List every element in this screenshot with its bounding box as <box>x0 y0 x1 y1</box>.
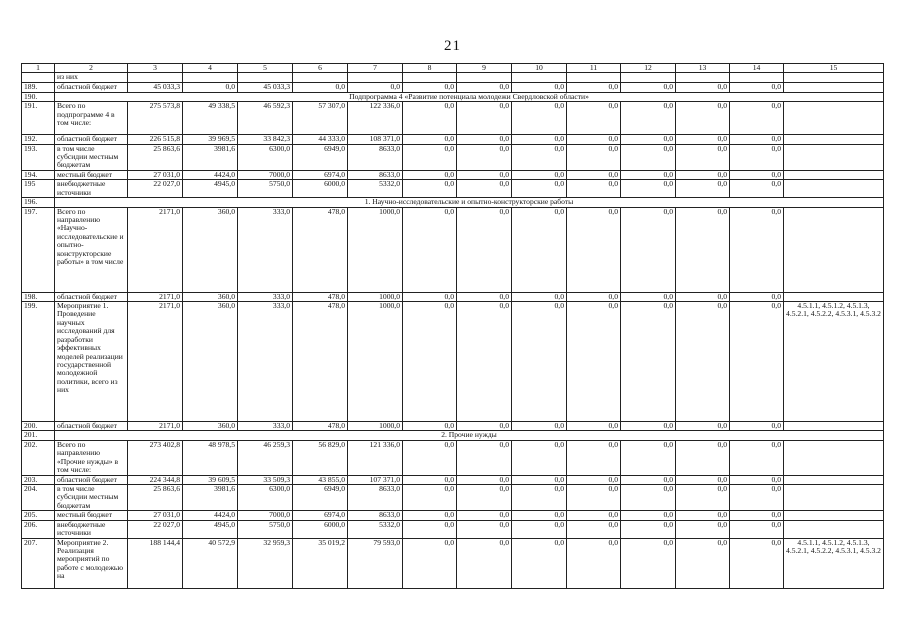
amount-cell: 0,0 <box>403 484 457 510</box>
amount-cell: 22 027,0 <box>128 520 183 538</box>
amount-cell: 0,0 <box>730 292 784 301</box>
row-label: областной бюджет <box>55 135 128 144</box>
amount-cell: 4945,0 <box>183 520 238 538</box>
amount-cell: 6949,0 <box>293 484 348 510</box>
row-label: Всего по направлению «Научно-исследовательские и опытно-конструкторские работы» в том числе <box>55 207 128 292</box>
amount-cell: 0,0 <box>512 520 567 538</box>
amount-cell: 0,0 <box>567 511 621 520</box>
amount-cell: 6000,0 <box>293 520 348 538</box>
amount-cell: 8633,0 <box>348 484 403 510</box>
amount-cell: 0,0 <box>621 292 676 301</box>
amount-cell: 1000,0 <box>348 302 403 422</box>
amount-cell: 0,0 <box>730 511 784 520</box>
amount-cell: 360,0 <box>183 422 238 431</box>
section-row <box>22 92 884 101</box>
amount-cell: 478,0 <box>293 207 348 292</box>
page-number: 21 <box>444 38 461 54</box>
table-row <box>22 73 884 82</box>
amount-cell: 0,0 <box>730 144 784 170</box>
amount-cell: 188 144,4 <box>128 538 183 588</box>
amount-cell: 360,0 <box>183 292 238 301</box>
row-number: 194. <box>22 170 55 179</box>
amount-cell: 108 371,0 <box>348 135 403 144</box>
amount-cell: 224 344,8 <box>128 475 183 484</box>
header-row <box>22 64 884 73</box>
column-header: 4 <box>183 64 238 73</box>
section-row <box>22 431 884 440</box>
row-label: областной бюджет <box>55 422 128 431</box>
amount-cell: 0,0 <box>621 82 676 92</box>
amount-cell: 0,0 <box>403 422 457 431</box>
amount-cell: 0,0 <box>403 144 457 170</box>
amount-cell: 0,0 <box>676 520 730 538</box>
amount-cell: 0,0 <box>676 538 730 588</box>
budget-table <box>21 63 884 589</box>
amount-cell: 0,0 <box>457 484 512 510</box>
column-header: 14 <box>730 64 784 73</box>
amount-cell: 0,0 <box>403 302 457 422</box>
row-label: областной бюджет <box>55 292 128 301</box>
row-number: 195 <box>22 180 55 198</box>
amount-cell: 333,0 <box>238 207 293 292</box>
amount-cell: 2171,0 <box>128 292 183 301</box>
amount-cell: 48 978,5 <box>183 440 238 475</box>
amount-cell: 0,0 <box>512 102 567 135</box>
amount-cell: 0,0 <box>567 538 621 588</box>
amount-cell: 0,0 <box>676 292 730 301</box>
table-row <box>22 292 884 301</box>
amount-cell: 0,0 <box>512 135 567 144</box>
table-row <box>22 484 884 510</box>
amount-cell: 0,0 <box>457 144 512 170</box>
section-row <box>22 198 884 207</box>
table-row <box>22 475 884 484</box>
column-header: 8 <box>403 64 457 73</box>
amount-cell: 0,0 <box>567 422 621 431</box>
amount-cell: 0,0 <box>512 180 567 198</box>
target-indicator-refs <box>784 440 884 475</box>
amount-cell: 0,0 <box>403 207 457 292</box>
row-number: 190. <box>22 92 55 101</box>
amount-cell: 0,0 <box>676 440 730 475</box>
amount-cell: 0,0 <box>621 422 676 431</box>
amount-cell: 3981,6 <box>183 144 238 170</box>
amount-cell <box>512 73 567 82</box>
target-indicator-refs <box>784 292 884 301</box>
amount-cell: 0,0 <box>403 82 457 92</box>
target-indicator-refs <box>784 511 884 520</box>
amount-cell: 0,0 <box>348 82 403 92</box>
amount-cell: 0,0 <box>403 475 457 484</box>
target-indicator-refs: 4.5.1.1, 4.5.1.2, 4.5.1.3, 4.5.2.1, 4.5.2.2, 4.5.3.1, 4.5.3.2 <box>784 302 884 422</box>
amount-cell: 6974,0 <box>293 170 348 179</box>
target-indicator-refs <box>784 73 884 82</box>
amount-cell: 0,0 <box>512 538 567 588</box>
amount-cell: 0,0 <box>730 102 784 135</box>
amount-cell <box>457 73 512 82</box>
amount-cell: 0,0 <box>567 144 621 170</box>
table-row <box>22 511 884 520</box>
amount-cell: 27 031,0 <box>128 511 183 520</box>
amount-cell: 1000,0 <box>348 292 403 301</box>
row-number: 207. <box>22 538 55 588</box>
amount-cell: 46 592,3 <box>238 102 293 135</box>
target-indicator-refs <box>784 135 884 144</box>
amount-cell: 5750,0 <box>238 520 293 538</box>
row-label: Всего по направлению «Прочие нужды» в том числе: <box>55 440 128 475</box>
amount-cell: 478,0 <box>293 302 348 422</box>
amount-cell: 33 509,3 <box>238 475 293 484</box>
amount-cell: 0,0 <box>403 135 457 144</box>
row-label: в том числе субсидии местным бюджетам <box>55 484 128 510</box>
amount-cell: 478,0 <box>293 292 348 301</box>
amount-cell: 0,0 <box>676 102 730 135</box>
amount-cell: 56 829,0 <box>293 440 348 475</box>
amount-cell <box>293 73 348 82</box>
amount-cell: 273 402,8 <box>128 440 183 475</box>
amount-cell: 0,0 <box>457 511 512 520</box>
amount-cell: 57 307,0 <box>293 102 348 135</box>
amount-cell: 0,0 <box>457 102 512 135</box>
amount-cell: 0,0 <box>676 82 730 92</box>
table-row <box>22 144 884 170</box>
row-label: областной бюджет <box>55 475 128 484</box>
amount-cell: 0,0 <box>567 102 621 135</box>
amount-cell: 0,0 <box>621 170 676 179</box>
amount-cell: 0,0 <box>403 440 457 475</box>
amount-cell: 0,0 <box>512 144 567 170</box>
amount-cell: 0,0 <box>676 207 730 292</box>
row-number: 201. <box>22 431 55 440</box>
amount-cell: 6300,0 <box>238 484 293 510</box>
amount-cell: 0,0 <box>457 422 512 431</box>
amount-cell: 8633,0 <box>348 170 403 179</box>
row-number: 199. <box>22 302 55 422</box>
amount-cell: 333,0 <box>238 422 293 431</box>
amount-cell: 0,0 <box>676 484 730 510</box>
row-number: 200. <box>22 422 55 431</box>
amount-cell <box>676 73 730 82</box>
amount-cell: 0,0 <box>457 292 512 301</box>
amount-cell: 0,0 <box>676 170 730 179</box>
amount-cell: 0,0 <box>457 520 512 538</box>
amount-cell: 0,0 <box>676 180 730 198</box>
target-indicator-refs <box>784 484 884 510</box>
amount-cell: 25 863,6 <box>128 484 183 510</box>
amount-cell: 45 033,3 <box>238 82 293 92</box>
amount-cell: 0,0 <box>676 422 730 431</box>
amount-cell: 0,0 <box>621 135 676 144</box>
table-row <box>22 422 884 431</box>
amount-cell: 6949,0 <box>293 144 348 170</box>
column-header: 2 <box>55 64 128 73</box>
amount-cell: 0,0 <box>457 207 512 292</box>
amount-cell: 6300,0 <box>238 144 293 170</box>
row-number: 189. <box>22 82 55 92</box>
column-header: 1 <box>22 64 55 73</box>
table-row <box>22 207 884 292</box>
row-number: 203. <box>22 475 55 484</box>
amount-cell: 360,0 <box>183 302 238 422</box>
target-indicator-refs <box>784 520 884 538</box>
amount-cell: 39 969,5 <box>183 135 238 144</box>
target-indicator-refs <box>784 144 884 170</box>
table-row <box>22 180 884 198</box>
amount-cell: 0,0 <box>730 440 784 475</box>
amount-cell: 0,0 <box>403 520 457 538</box>
amount-cell: 0,0 <box>621 511 676 520</box>
amount-cell: 0,0 <box>730 82 784 92</box>
target-indicator-refs <box>784 82 884 92</box>
amount-cell: 0,0 <box>676 135 730 144</box>
section-title: 1. Научно-исследовательские и опытно-конструкторские работы <box>55 198 884 207</box>
amount-cell <box>128 73 183 82</box>
table-row <box>22 302 884 422</box>
amount-cell <box>238 73 293 82</box>
amount-cell: 0,0 <box>512 302 567 422</box>
amount-cell: 0,0 <box>567 170 621 179</box>
amount-cell: 8633,0 <box>348 511 403 520</box>
amount-cell: 0,0 <box>512 292 567 301</box>
amount-cell: 0,0 <box>403 170 457 179</box>
amount-cell: 0,0 <box>457 82 512 92</box>
amount-cell: 0,0 <box>676 511 730 520</box>
table-row <box>22 135 884 144</box>
amount-cell: 0,0 <box>730 207 784 292</box>
amount-cell: 0,0 <box>567 207 621 292</box>
column-header: 10 <box>512 64 567 73</box>
amount-cell: 32 959,3 <box>238 538 293 588</box>
amount-cell: 0,0 <box>512 207 567 292</box>
column-header: 15 <box>784 64 884 73</box>
amount-cell: 1000,0 <box>348 207 403 292</box>
amount-cell: 40 572,9 <box>183 538 238 588</box>
target-indicator-refs: 4.5.1.1, 4.5.1.2, 4.5.1.3, 4.5.2.1, 4.5.2.2, 4.5.3.1, 4.5.3.2 <box>784 538 884 588</box>
amount-cell: 0,0 <box>730 170 784 179</box>
amount-cell: 333,0 <box>238 292 293 301</box>
amount-cell: 5332,0 <box>348 180 403 198</box>
amount-cell: 0,0 <box>730 302 784 422</box>
table-row <box>22 520 884 538</box>
amount-cell: 333,0 <box>238 302 293 422</box>
amount-cell: 0,0 <box>621 144 676 170</box>
row-number: 192. <box>22 135 55 144</box>
amount-cell: 0,0 <box>567 180 621 198</box>
section-title: Подпрограмма 4 «Развитие потенциала молодежи Свердловской области» <box>55 92 884 101</box>
row-label: Мероприятие 2. Реализация мероприятий по работе с молодежью на <box>55 538 128 588</box>
amount-cell: 0,0 <box>457 180 512 198</box>
amount-cell: 0,0 <box>567 135 621 144</box>
table-row <box>22 538 884 588</box>
target-indicator-refs <box>784 102 884 135</box>
amount-cell: 0,0 <box>730 135 784 144</box>
amount-cell: 44 333,0 <box>293 135 348 144</box>
amount-cell <box>183 73 238 82</box>
amount-cell: 0,0 <box>512 484 567 510</box>
amount-cell: 0,0 <box>676 302 730 422</box>
row-label: из них <box>55 73 128 82</box>
amount-cell <box>403 73 457 82</box>
column-header: 5 <box>238 64 293 73</box>
amount-cell: 0,0 <box>676 144 730 170</box>
row-number: 206. <box>22 520 55 538</box>
amount-cell: 5332,0 <box>348 520 403 538</box>
amount-cell: 0,0 <box>621 538 676 588</box>
amount-cell: 0,0 <box>730 422 784 431</box>
row-number: 191. <box>22 102 55 135</box>
row-label: областной бюджет <box>55 82 128 92</box>
amount-cell: 0,0 <box>621 484 676 510</box>
row-label: внебюджетные источники <box>55 180 128 198</box>
row-number: 204. <box>22 484 55 510</box>
target-indicator-refs <box>784 207 884 292</box>
amount-cell: 6000,0 <box>293 180 348 198</box>
amount-cell: 4945,0 <box>183 180 238 198</box>
amount-cell: 39 609,5 <box>183 475 238 484</box>
amount-cell <box>730 73 784 82</box>
amount-cell: 0,0 <box>512 82 567 92</box>
amount-cell: 0,0 <box>512 511 567 520</box>
amount-cell: 0,0 <box>403 538 457 588</box>
amount-cell: 45 033,3 <box>128 82 183 92</box>
amount-cell: 33 842,3 <box>238 135 293 144</box>
row-number: 196. <box>22 198 55 207</box>
row-label: местный бюджет <box>55 170 128 179</box>
target-indicator-refs <box>784 475 884 484</box>
column-header: 13 <box>676 64 730 73</box>
table-row <box>22 102 884 135</box>
amount-cell: 0,0 <box>457 440 512 475</box>
row-number: 197. <box>22 207 55 292</box>
amount-cell: 226 515,8 <box>128 135 183 144</box>
amount-cell: 0,0 <box>457 135 512 144</box>
column-header: 3 <box>128 64 183 73</box>
amount-cell: 0,0 <box>676 475 730 484</box>
target-indicator-refs <box>784 180 884 198</box>
column-header: 11 <box>567 64 621 73</box>
amount-cell: 0,0 <box>567 484 621 510</box>
target-indicator-refs <box>784 170 884 179</box>
section-title: 2. Прочие нужды <box>55 431 884 440</box>
amount-cell: 0,0 <box>730 538 784 588</box>
amount-cell: 360,0 <box>183 207 238 292</box>
target-indicator-refs <box>784 422 884 431</box>
amount-cell: 275 573,8 <box>128 102 183 135</box>
amount-cell: 0,0 <box>403 102 457 135</box>
amount-cell: 0,0 <box>567 302 621 422</box>
amount-cell: 6974,0 <box>293 511 348 520</box>
amount-cell: 0,0 <box>403 180 457 198</box>
table-row <box>22 170 884 179</box>
row-number <box>22 73 55 82</box>
row-label: в том числе субсидии местным бюджетам <box>55 144 128 170</box>
row-label: Всего по подпрограмме 4 в том числе: <box>55 102 128 135</box>
amount-cell: 0,0 <box>457 538 512 588</box>
amount-cell: 2171,0 <box>128 302 183 422</box>
amount-cell: 0,0 <box>730 180 784 198</box>
amount-cell: 25 863,6 <box>128 144 183 170</box>
amount-cell: 0,0 <box>567 475 621 484</box>
amount-cell: 1000,0 <box>348 422 403 431</box>
amount-cell: 122 336,0 <box>348 102 403 135</box>
row-number: 193. <box>22 144 55 170</box>
amount-cell: 107 371,0 <box>348 475 403 484</box>
amount-cell: 0,0 <box>621 475 676 484</box>
amount-cell: 22 027,0 <box>128 180 183 198</box>
amount-cell: 43 855,0 <box>293 475 348 484</box>
amount-cell: 0,0 <box>512 440 567 475</box>
amount-cell: 0,0 <box>621 102 676 135</box>
amount-cell: 0,0 <box>293 82 348 92</box>
amount-cell: 0,0 <box>403 511 457 520</box>
table-row <box>22 82 884 92</box>
amount-cell: 27 031,0 <box>128 170 183 179</box>
amount-cell: 0,0 <box>512 475 567 484</box>
row-number: 205. <box>22 511 55 520</box>
amount-cell: 0,0 <box>621 180 676 198</box>
amount-cell: 35 019,2 <box>293 538 348 588</box>
amount-cell: 0,0 <box>567 440 621 475</box>
amount-cell: 79 593,0 <box>348 538 403 588</box>
amount-cell: 478,0 <box>293 422 348 431</box>
column-header: 6 <box>293 64 348 73</box>
amount-cell: 2171,0 <box>128 422 183 431</box>
amount-cell: 0,0 <box>512 170 567 179</box>
amount-cell: 0,0 <box>621 302 676 422</box>
amount-cell: 49 338,5 <box>183 102 238 135</box>
amount-cell: 0,0 <box>567 292 621 301</box>
amount-cell: 4424,0 <box>183 511 238 520</box>
amount-cell: 0,0 <box>457 302 512 422</box>
amount-cell: 0,0 <box>730 475 784 484</box>
amount-cell: 0,0 <box>457 475 512 484</box>
amount-cell: 7000,0 <box>238 511 293 520</box>
amount-cell: 0,0 <box>621 207 676 292</box>
amount-cell: 0,0 <box>512 422 567 431</box>
amount-cell: 0,0 <box>457 170 512 179</box>
amount-cell <box>621 73 676 82</box>
column-header: 7 <box>348 64 403 73</box>
row-number: 202. <box>22 440 55 475</box>
amount-cell: 121 336,0 <box>348 440 403 475</box>
amount-cell: 46 259,3 <box>238 440 293 475</box>
amount-cell: 8633,0 <box>348 144 403 170</box>
amount-cell: 0,0 <box>621 440 676 475</box>
amount-cell: 5750,0 <box>238 180 293 198</box>
amount-cell: 2171,0 <box>128 207 183 292</box>
amount-cell <box>348 73 403 82</box>
amount-cell: 7000,0 <box>238 170 293 179</box>
row-label: Мероприятие 1. Проведение научных исследований для разработки эффективных моделей реализации государственной молодежной политики, всего из них <box>55 302 128 422</box>
amount-cell: 0,0 <box>621 520 676 538</box>
row-label: местный бюджет <box>55 511 128 520</box>
table-row <box>22 440 884 475</box>
row-number: 198. <box>22 292 55 301</box>
amount-cell: 0,0 <box>730 520 784 538</box>
amount-cell: 4424,0 <box>183 170 238 179</box>
amount-cell: 3981,6 <box>183 484 238 510</box>
column-header: 12 <box>621 64 676 73</box>
amount-cell: 0,0 <box>730 484 784 510</box>
amount-cell <box>567 73 621 82</box>
amount-cell: 0,0 <box>567 520 621 538</box>
amount-cell: 0,0 <box>567 82 621 92</box>
amount-cell: 0,0 <box>403 292 457 301</box>
row-label: внебюджетные источники <box>55 520 128 538</box>
amount-cell: 0,0 <box>183 82 238 92</box>
column-header: 9 <box>457 64 512 73</box>
